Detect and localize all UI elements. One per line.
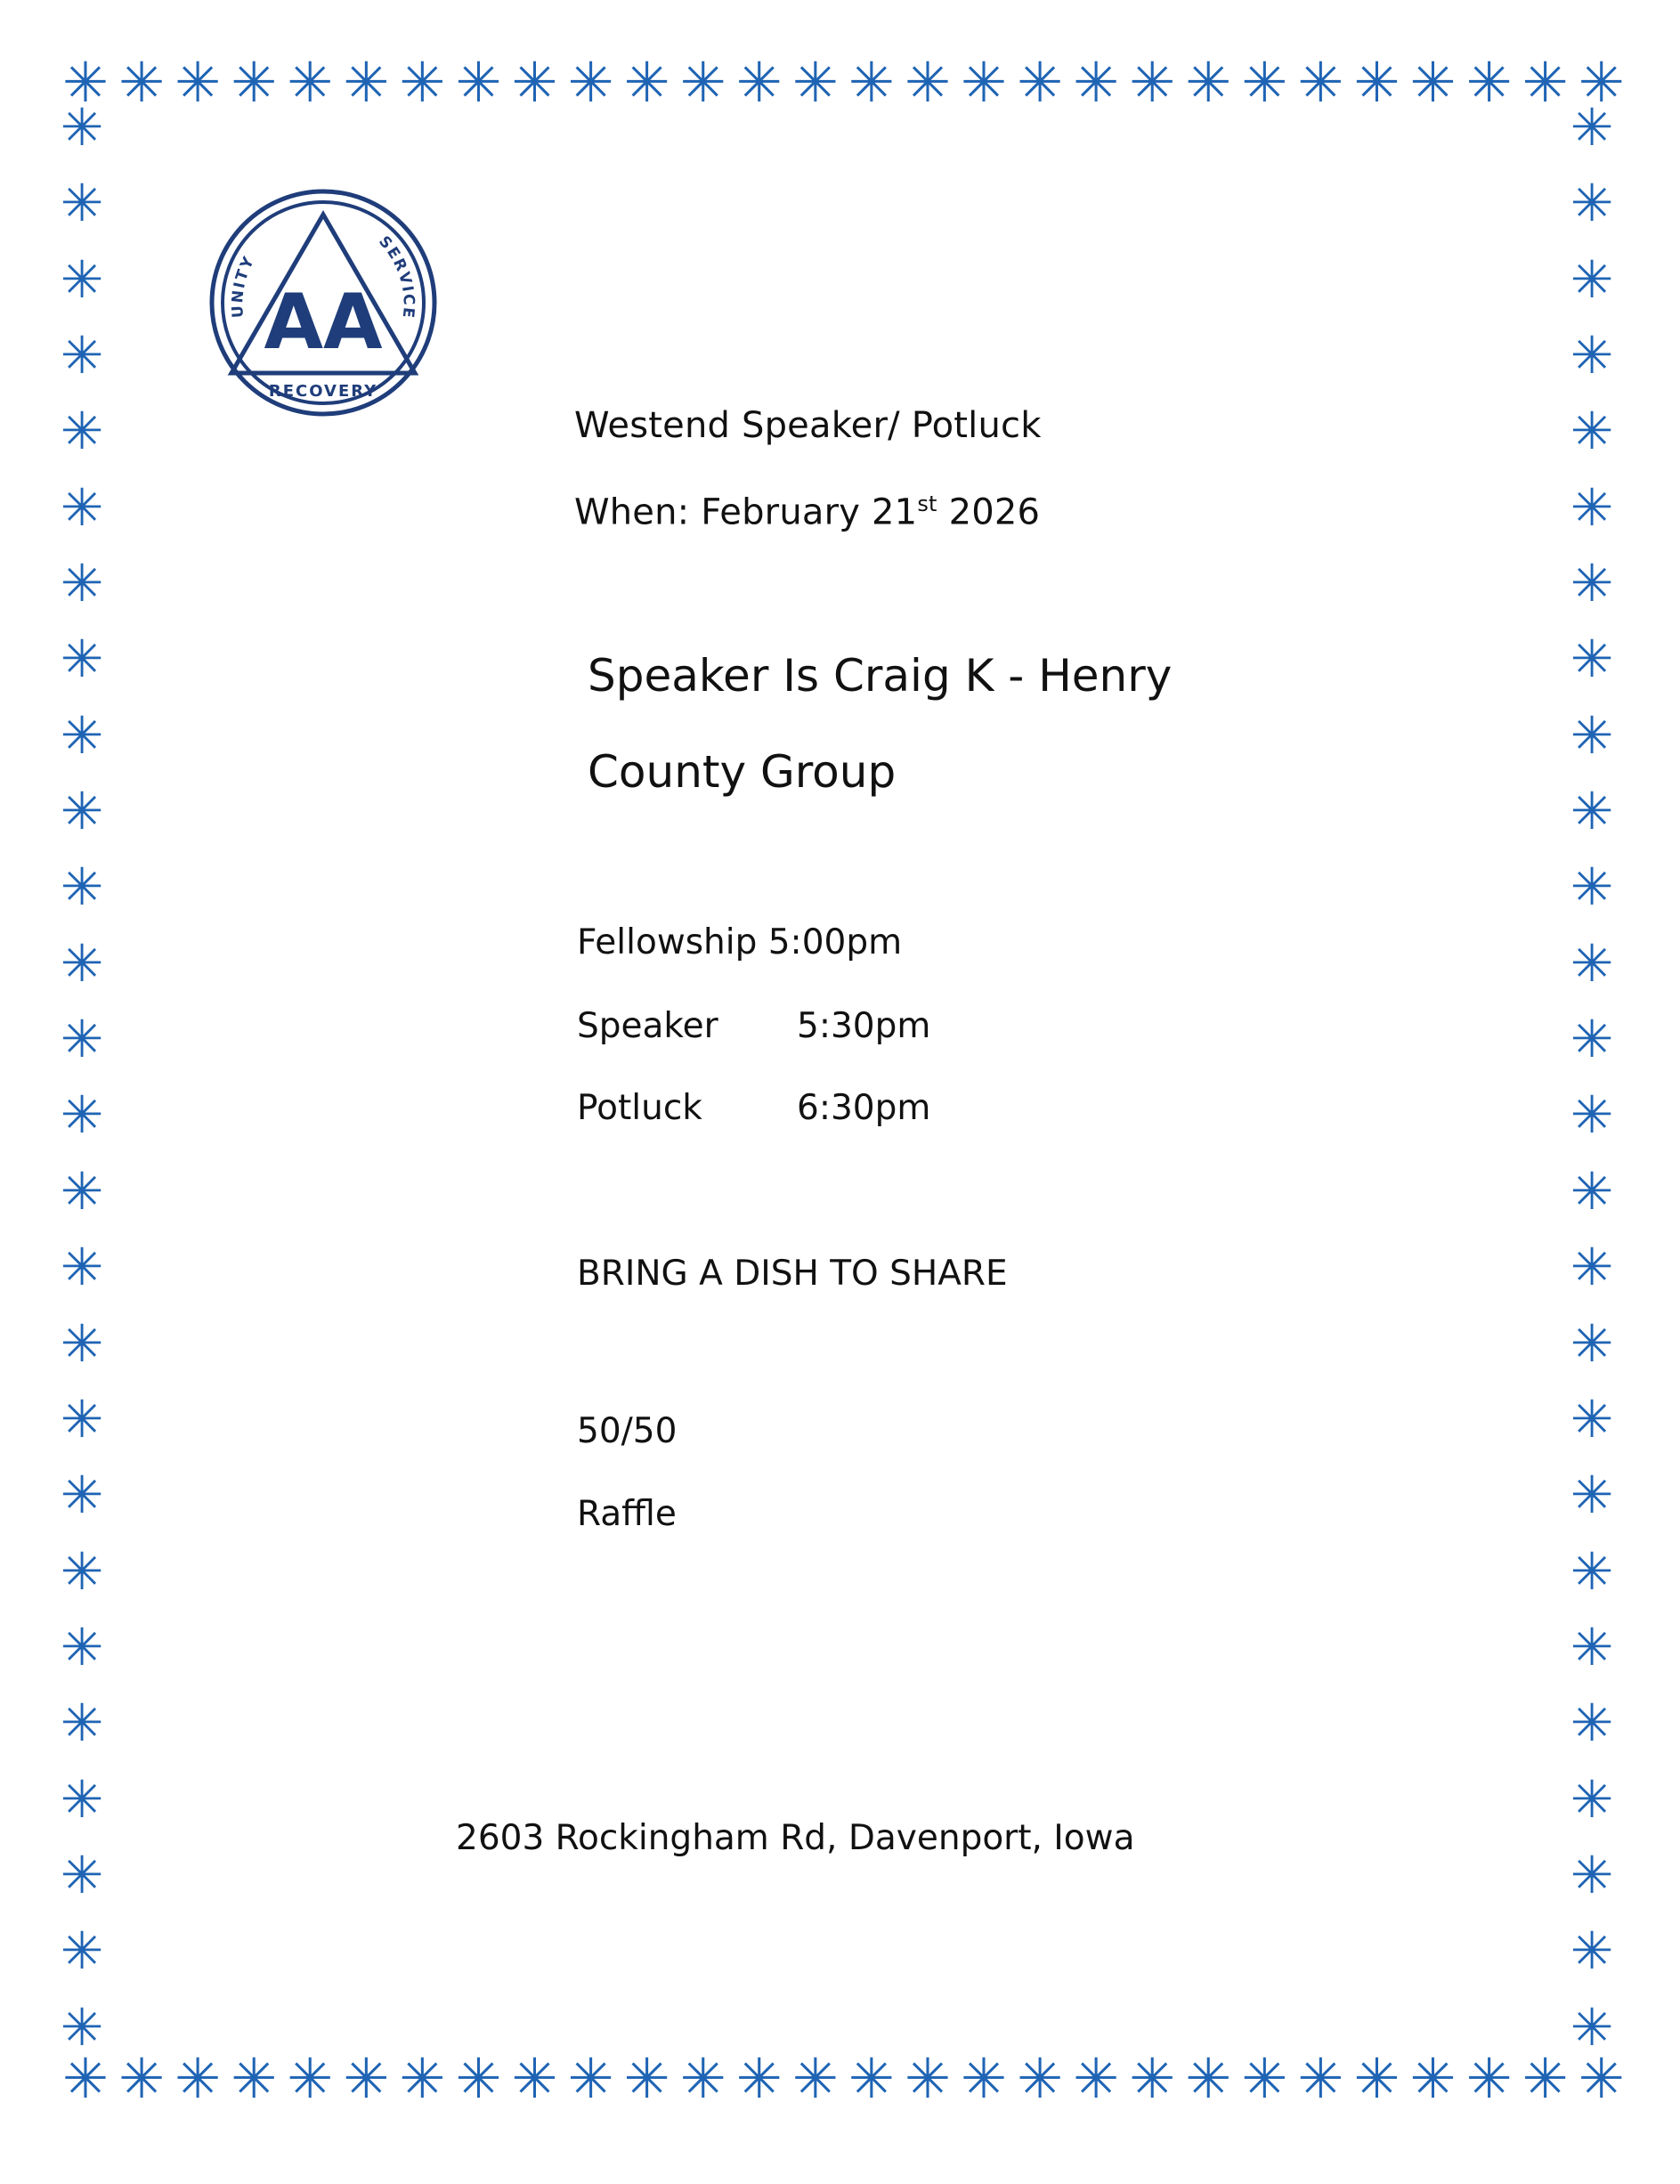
asterisk-icon: ✳ xyxy=(1570,1009,1614,1070)
asterisk-icon: ✳ xyxy=(1129,50,1176,116)
asterisk-icon: ✳ xyxy=(62,50,109,116)
asterisk-icon: ✳ xyxy=(1570,1920,1614,1982)
svg-text:UNITY: UNITY xyxy=(229,252,259,319)
asterisk-icon: ✳ xyxy=(1570,1844,1614,1905)
asterisk-icon: ✳ xyxy=(1570,1768,1614,1830)
bring-a-dish-note: BRING A DISH TO SHARE xyxy=(577,1254,1008,1294)
asterisk-icon: ✳ xyxy=(679,2046,726,2112)
asterisk-icon: ✳ xyxy=(60,629,104,690)
asterisk-icon: ✳ xyxy=(511,2046,558,2112)
asterisk-icon: ✳ xyxy=(1185,50,1232,116)
asterisk-icon: ✳ xyxy=(1241,2046,1288,2112)
asterisk-icon: ✳ xyxy=(1241,50,1288,116)
asterisk-icon: ✳ xyxy=(60,1312,104,1374)
asterisk-icon: ✳ xyxy=(287,50,334,116)
asterisk-icon: ✳ xyxy=(399,2046,446,2112)
asterisk-icon: ✳ xyxy=(1073,2046,1120,2112)
asterisk-icon: ✳ xyxy=(60,1844,104,1905)
asterisk-icon: ✳ xyxy=(60,401,104,462)
asterisk-icon: ✳ xyxy=(1570,629,1614,690)
asterisk-icon: ✳ xyxy=(1570,1160,1614,1222)
asterisk-icon: ✳ xyxy=(1570,476,1614,538)
asterisk-icon: ✳ xyxy=(791,2046,839,2112)
asterisk-icon: ✳ xyxy=(60,1084,104,1146)
asterisk-icon: ✳ xyxy=(455,50,502,116)
asterisk-icon: ✳ xyxy=(118,2046,166,2112)
asterisk-icon: ✳ xyxy=(904,2046,951,2112)
asterisk-icon: ✳ xyxy=(1570,97,1614,158)
event-date-prefix: When: February 21 xyxy=(574,491,918,533)
asterisk-icon: ✳ xyxy=(60,1768,104,1830)
asterisk-icon: ✳ xyxy=(567,50,614,116)
asterisk-icon: ✳ xyxy=(1570,248,1614,310)
asterisk-icon: ✳ xyxy=(1297,2046,1344,2112)
asterisk-icon: ✳ xyxy=(961,50,1007,116)
asterisk-icon: ✳ xyxy=(1570,1312,1614,1374)
asterisk-icon: ✳ xyxy=(60,325,104,386)
asterisk-icon: ✳ xyxy=(174,50,222,116)
asterisk-icon: ✳ xyxy=(60,1160,104,1222)
asterisk-icon: ✳ xyxy=(1570,1237,1614,1298)
asterisk-icon: ✳ xyxy=(174,2046,222,2112)
asterisk-icon: ✳ xyxy=(791,50,839,116)
schedule-speaker-label: Speaker xyxy=(577,1006,718,1046)
asterisk-icon: ✳ xyxy=(231,2046,278,2112)
asterisk-icon: ✳ xyxy=(623,50,670,116)
asterisk-icon: ✳ xyxy=(567,2046,614,2112)
asterisk-icon: ✳ xyxy=(1570,553,1614,614)
asterisk-icon: ✳ xyxy=(60,1388,104,1449)
asterisk-icon: ✳ xyxy=(1017,50,1064,116)
asterisk-icon: ✳ xyxy=(1570,1084,1614,1146)
raffle-label: Raffle xyxy=(577,1494,677,1534)
asterisk-icon: ✳ xyxy=(1522,50,1569,116)
asterisk-icon: ✳ xyxy=(1570,932,1614,994)
schedule-potluck-time: 6:30pm xyxy=(797,1088,931,1128)
asterisk-icon: ✳ xyxy=(60,1465,104,1526)
asterisk-icon: ✳ xyxy=(1570,1616,1614,1677)
asterisk-icon: ✳ xyxy=(1465,2046,1513,2112)
asterisk-icon: ✳ xyxy=(343,50,390,116)
asterisk-icon: ✳ xyxy=(1409,2046,1457,2112)
aa-circle-triangle-logo xyxy=(203,183,443,423)
asterisk-icon: ✳ xyxy=(1578,50,1625,116)
asterisk-icon: ✳ xyxy=(455,2046,502,2112)
schedule-fellowship: Fellowship 5:00pm xyxy=(577,922,903,962)
asterisk-icon: ✳ xyxy=(60,248,104,310)
asterisk-icon: ✳ xyxy=(62,2046,109,2112)
asterisk-icon: ✳ xyxy=(231,50,278,116)
asterisk-icon: ✳ xyxy=(1409,50,1457,116)
asterisk-icon: ✳ xyxy=(1353,2046,1400,2112)
asterisk-icon: ✳ xyxy=(1570,1693,1614,1754)
asterisk-icon: ✳ xyxy=(1017,2046,1064,2112)
event-date-ordinal: st xyxy=(917,491,937,516)
asterisk-icon: ✳ xyxy=(1570,1465,1614,1526)
asterisk-icon: ✳ xyxy=(735,50,783,116)
asterisk-icon: ✳ xyxy=(118,50,166,116)
asterisk-icon: ✳ xyxy=(1570,857,1614,918)
asterisk-icon: ✳ xyxy=(511,50,558,116)
asterisk-icon: ✳ xyxy=(1353,50,1400,116)
asterisk-icon: ✳ xyxy=(1297,50,1344,116)
asterisk-icon: ✳ xyxy=(623,2046,670,2112)
asterisk-icon: ✳ xyxy=(1073,50,1120,116)
asterisk-icon: ✳ xyxy=(60,553,104,614)
asterisk-icon: ✳ xyxy=(60,1693,104,1754)
asterisk-icon: ✳ xyxy=(848,2046,895,2112)
event-title: Westend Speaker/ Potluck xyxy=(574,405,1042,446)
event-date-suffix: 2026 xyxy=(937,491,1041,533)
speaker-line-1: Speaker Is Craig K - Henry xyxy=(588,650,1173,702)
schedule-speaker-time: 5:30pm xyxy=(797,1006,931,1046)
asterisk-icon: ✳ xyxy=(60,173,104,234)
asterisk-icon: ✳ xyxy=(961,2046,1007,2112)
schedule-potluck-label: Potluck xyxy=(577,1088,702,1128)
asterisk-icon: ✳ xyxy=(287,2046,334,2112)
asterisk-icon: ✳ xyxy=(1570,781,1614,842)
asterisk-icon: ✳ xyxy=(1570,1388,1614,1449)
asterisk-icon: ✳ xyxy=(60,1920,104,1982)
border-right xyxy=(1565,97,1619,2058)
asterisk-icon: ✳ xyxy=(1465,50,1513,116)
svg-text:SERVICE: SERVICE xyxy=(375,232,418,321)
asterisk-icon: ✳ xyxy=(60,1996,104,2058)
event-date xyxy=(574,491,1040,532)
asterisk-icon: ✳ xyxy=(60,932,104,994)
asterisk-icon: ✳ xyxy=(60,857,104,918)
asterisk-icon: ✳ xyxy=(343,2046,390,2112)
asterisk-icon: ✳ xyxy=(904,50,951,116)
asterisk-icon: ✳ xyxy=(60,97,104,158)
speaker-line-2: County Group xyxy=(588,746,897,798)
asterisk-icon: ✳ xyxy=(60,1237,104,1298)
asterisk-icon: ✳ xyxy=(1570,401,1614,462)
asterisk-icon: ✳ xyxy=(1570,704,1614,766)
asterisk-icon: ✳ xyxy=(1185,2046,1232,2112)
asterisk-icon: ✳ xyxy=(1578,2046,1625,2112)
asterisk-icon: ✳ xyxy=(1570,325,1614,386)
asterisk-icon: ✳ xyxy=(1522,2046,1569,2112)
asterisk-icon: ✳ xyxy=(735,2046,783,2112)
asterisk-icon: ✳ xyxy=(1129,2046,1176,2112)
asterisk-icon: ✳ xyxy=(1570,1540,1614,1602)
asterisk-icon: ✳ xyxy=(60,781,104,842)
asterisk-icon: ✳ xyxy=(60,704,104,766)
asterisk-icon: ✳ xyxy=(679,50,726,116)
border-left xyxy=(55,97,109,2058)
asterisk-icon: ✳ xyxy=(60,1616,104,1677)
svg-text:RECOVERY: RECOVERY xyxy=(268,382,378,401)
asterisk-icon: ✳ xyxy=(60,1009,104,1070)
svg-text:AA: AA xyxy=(264,278,383,367)
border-top xyxy=(62,52,1625,114)
border-bottom xyxy=(62,2048,1625,2110)
asterisk-icon: ✳ xyxy=(60,476,104,538)
asterisk-icon: ✳ xyxy=(848,50,895,116)
asterisk-icon: ✳ xyxy=(399,50,446,116)
asterisk-icon: ✳ xyxy=(1570,173,1614,234)
asterisk-icon: ✳ xyxy=(1570,1996,1614,2058)
raffle-amount: 50/50 xyxy=(577,1411,678,1451)
asterisk-icon: ✳ xyxy=(60,1540,104,1602)
venue-address: 2603 Rockingham Rd, Davenport, Iowa xyxy=(456,1818,1135,1858)
